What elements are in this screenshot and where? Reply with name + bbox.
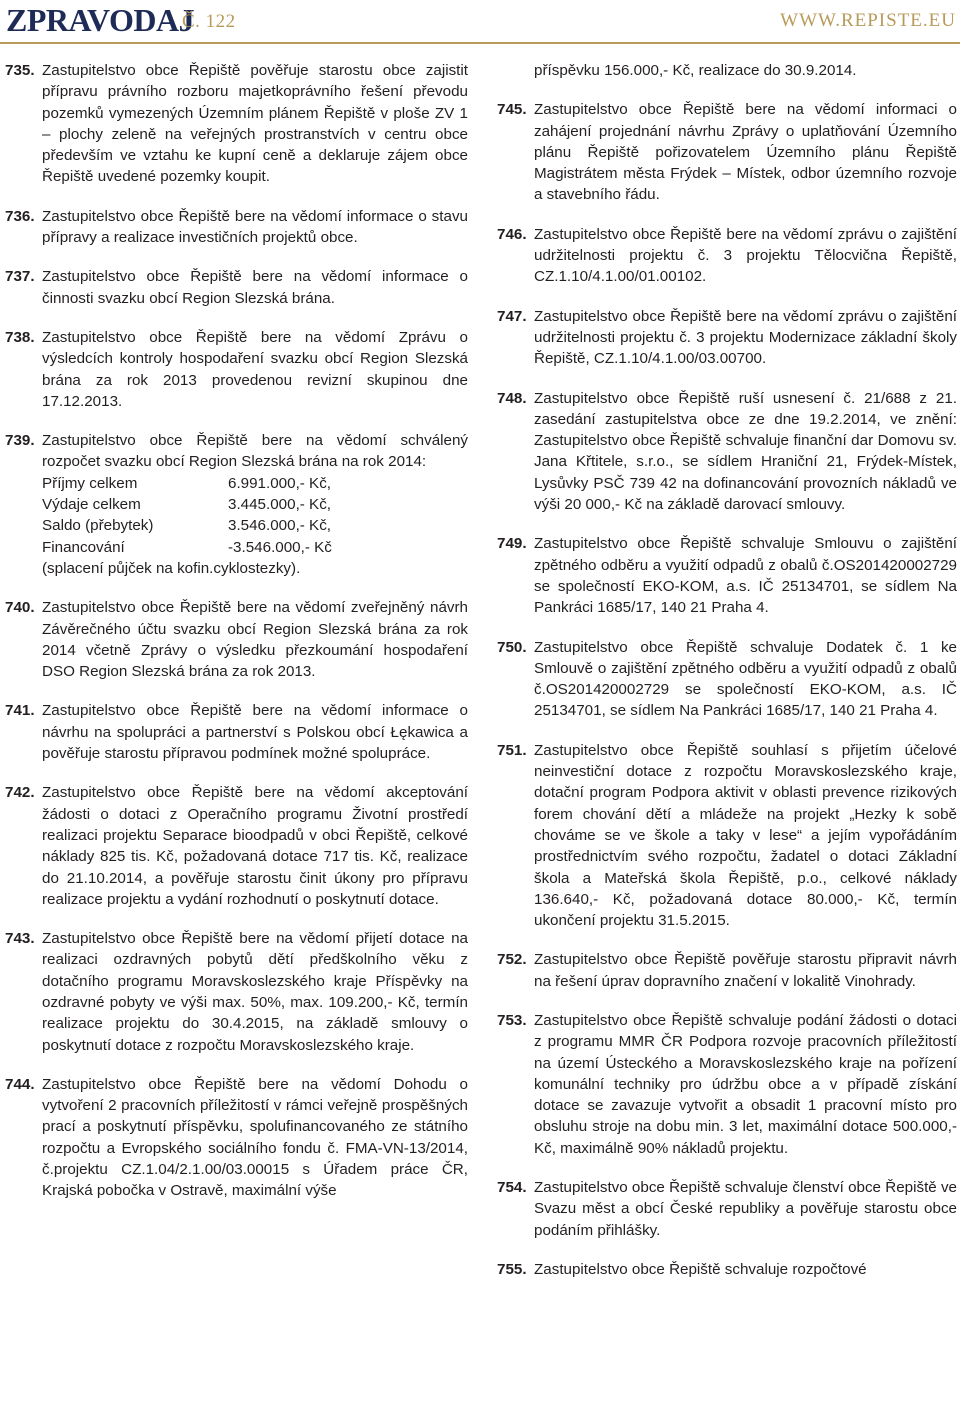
budget-label: Výdaje celkem: [42, 496, 141, 514]
resolution-item: [497, 949, 957, 992]
resolution-number: 755.: [497, 1260, 527, 1278]
resolution-text: Zastupitelstvo obce Řepiště schvaluje rozpočtové: [534, 1260, 867, 1278]
resolution-number: 742.: [5, 784, 35, 802]
resolution-item: [5, 327, 468, 412]
resolution-text: Zastupitelstvo obce Řepiště ruší usnesení č. 21/688 z 21. zasedání zastupitelstva obce ze dne 19.2.2014, ve znění: Zastupitelstvo obce Řepiště schvaluje finanční dar Domovu sv. Jana Křtitele, s.r.o., se sídlem Hraniční 21, Frýdek-Místek, Lysůvky PSČ 739 42 na dofinancování provozních nákladů ve výši 20 000,- Kč na základě darovací smlouvy.: [534, 389, 957, 514]
resolution-text: Zastupitelstvo obce Řepiště pověřuje starostu připravit návrh na řešení úprav dopravního značení v lokalitě Vinohrady.: [534, 951, 957, 990]
resolution-text: Zastupitelstvo obce Řepiště bere na vědomí schválený rozpočet svazku obcí Region Slezská brána na rok 2014:: [42, 432, 468, 471]
resolution-text-block: [534, 637, 957, 722]
resolution-text: Zastupitelstvo obce Řepiště schvaluje Smlouvu o zajištění zpětného odběru a využití odpadů z obalů č.OS201420002729 se společností EKO-KOM, a.s. IČ 25134701, se sídlem Na Pankráci 1685/17, 140 21 Praha 4.: [534, 535, 957, 617]
resolution-number: 736.: [5, 207, 35, 225]
resolution-number: 748.: [497, 389, 527, 407]
resolution-item: [497, 388, 957, 516]
resolution-text-block: [534, 224, 957, 288]
resolution-number: 750.: [497, 638, 527, 656]
resolution-number: 745.: [497, 101, 527, 119]
resolution-item: [497, 224, 957, 288]
budget-label: Saldo (přebytek): [42, 517, 154, 535]
resolution-item: [497, 1010, 957, 1159]
resolution-number: 749.: [497, 535, 527, 553]
left-column: [5, 60, 468, 1220]
resolution-item: [497, 637, 957, 722]
resolution-number: 746.: [497, 225, 527, 243]
resolution-text-block: [42, 782, 468, 910]
resolution-number: 743.: [5, 930, 35, 948]
resolution-item: [5, 266, 468, 309]
resolution-number: 744.: [5, 1075, 35, 1093]
budget-value: 3.445.000,- Kč,: [228, 496, 332, 514]
resolution-number: 738.: [5, 328, 35, 346]
resolution-item: [5, 1074, 468, 1202]
resolution-text: Zastupitelstvo obce Řepiště pověřuje starostu obce zajistit přípravu právního rozboru majetkoprávního řešení převodu pozemků vymezených Územním plánem Řepiště v ploše ZV 1 – plochy zeleně na veřejných prostranstvích v centru obce především ve vztahu ke kupní ceně a deklaruje zájem obce Řepiště uvedené pozemky koupit.: [42, 62, 468, 186]
budget-value: 3.546.000,- Kč,: [228, 517, 332, 535]
resolution-text-block: [534, 388, 957, 516]
resolution-item: [497, 1259, 957, 1280]
newsletter-logo: ZPRAVODAJ: [6, 2, 195, 38]
resolution-text: Zastupitelstvo obce Řepiště bere na vědomí akceptování žádosti o dotaci z Operačního programu Životní prostředí realizaci projektu Separace bioodpadů v obci Řepiště, celkové náklady 825 tis. Kč, požadovaná dotace 717 tis. Kč, realizace do 21.10.2014, a pověřuje starostu činit úkony pro přípravu realizace projektu a vydání rozhodnutí o poskytnutí dotace.: [42, 784, 468, 908]
resolution-text: Zastupitelstvo obce Řepiště bere na vědomí Dohodu o vytvoření 2 pracovních příležitostí v rámci veřejně prospěšných prací a poskytnutí příspěvku, spolufinancovaného ze státního rozpočtu a Evropského sociálního fondu č. FMA-VN-13/2014, č.projektu CZ.1.04/2.1.00/03.00015 s Úřadem práce ČR, Krajská pobočka v Ostravě, maximální výše: [42, 1075, 468, 1200]
resolution-text-block: [534, 306, 957, 370]
resolution-text-block: [534, 949, 957, 992]
resolution-text: Zastupitelstvo obce Řepiště bere na vědomí Zprávu o výsledcích kontroly hospodaření svazku obcí Region Slezská brána za rok 2013 provedenou revizní skupinou dne 17.12.2013.: [42, 328, 468, 410]
budget-table: [42, 473, 468, 558]
resolution-text-block: [534, 740, 957, 932]
resolution-item: [497, 1177, 957, 1241]
resolution-item: [5, 700, 468, 764]
resolution-text: Zastupitelstvo obce Řepiště bere na vědomí informace o činnosti svazku obcí Region Slezská brána.: [42, 268, 468, 307]
resolution-text: Zastupitelstvo obce Řepiště schvaluje podání žádosti o dotaci z programu MMR ČR Podpora rozvoje pracovních příležitostí na území Ústeckého a Moravskoslezského kraje na pořízení komunální techniky pro údržbu obce a v případě získání dotace se zavazuje vytvořit a obsadit 1 pracovní místo pro obsluhu stroje na dobu min. 3 let, maximální dotace 500.000,- Kč, maximálně 90% nákladů projektu.: [534, 1011, 957, 1157]
continuation-text: příspěvku 156.000,- Kč, realizace do 30.9.2014.: [534, 62, 857, 79]
resolution-text: Zastupitelstvo obce Řepiště bere na vědomí zprávu o zajištění udržitelnosti projektu č. 3 projektu Tělocvična Řepiště, CZ.1.10/4.1.00/01.00102.: [534, 225, 957, 286]
resolution-text-block: [42, 206, 468, 249]
website-link[interactable]: WWW.REPISTE.EU: [780, 10, 956, 31]
resolution-text: Zastupitelstvo obce Řepiště souhlasí s přijetím účelové neinvestiční dotace z rozpočtu Moravskoslezského kraje, dotační program Podpora aktivit v oblasti prevence rizikových forem chování dětí a mládeže na projekt „Hezky k sobě chováme se ve škole a taky v lese“ a jejím vypořádáním prostřednictvím svého rozpočtu, žadatel o dotaci Základní škola a Mateřská škola Řepiště, p.o., celkové náklady 136.640,- Kč, požadovaná dotace 80.000,- Kč, termín ukončení projektu 31.5.2015.: [534, 741, 957, 930]
resolution-text: Zastupitelstvo obce Řepiště bere na vědomí informaci o zahájení projednání návrhu Zprávy o uplatňování Územního plánu Řepiště pořizovatelem Územního plánu Řepiště Magistrátem města Frýdek – Místek, odbor územního rozvoje a stavebního řádu.: [534, 101, 957, 204]
resolution-text-block: [534, 1010, 957, 1159]
resolution-item: [5, 60, 468, 188]
resolution-item: [5, 430, 468, 579]
resolution-text: Zastupitelstvo obce Řepiště schvaluje Dodatek č. 1 ke Smlouvě o zajištění zpětného odběru a využití odpadů z obalů č.OS201420002729 se společností EKO-KOM, a.s. IČ 25134701, se sídlem Na Pankráci 1685/17, 140 21 Praha 4.: [534, 638, 957, 720]
resolution-text-block: [534, 1259, 957, 1280]
resolution-text-block: [42, 60, 468, 188]
resolution-number: 747.: [497, 307, 527, 325]
resolution-item: [497, 533, 957, 618]
budget-label: Příjmy celkem: [42, 474, 138, 492]
resolution-text-block: [42, 597, 468, 682]
resolution-item: [497, 740, 957, 932]
resolution-number: 737.: [5, 268, 35, 286]
budget-value: 6.991.000,- Kč,: [228, 474, 332, 492]
right-column: [497, 60, 957, 1298]
resolution-number: 735.: [5, 62, 35, 79]
resolution-text-block: [42, 700, 468, 764]
resolution-text: Zastupitelstvo obce Řepiště schvaluje členství obce Řepiště ve Svazu měst a obcí České republiky a pověřuje starostu obce podáním přihlášky.: [534, 1179, 957, 1239]
resolution-item: [5, 928, 468, 1056]
resolution-text-block: [534, 533, 957, 618]
resolution-item: [497, 306, 957, 370]
resolution-item: [5, 597, 468, 682]
resolution-text: Zastupitelstvo obce Řepiště bere na vědomí informace o stavu přípravy a realizace investičních projektů obce.: [42, 207, 468, 247]
budget-value: -3.546.000,- Kč: [228, 538, 332, 556]
budget-note: (splacení půjček na kofin.cyklostezky).: [42, 559, 301, 577]
resolution-number: 739.: [5, 432, 35, 450]
resolution-number: 753.: [497, 1011, 527, 1029]
resolution-text-block: [42, 266, 468, 309]
page-header: [0, 0, 960, 46]
issue-number: Č. 122: [182, 11, 236, 32]
resolution-text-block: [534, 99, 957, 205]
header-divider: [0, 42, 960, 44]
resolution-item: [497, 99, 957, 205]
resolution-text-block: [534, 1177, 957, 1241]
resolution-number: 751.: [497, 741, 527, 759]
resolution-text: Zastupitelstvo obce Řepiště bere na vědomí informace o návrhu na spolupráci a partnerství s Polskou obcí Łękawica a pověřuje starostu přípravou podmínek možné spolupráce.: [42, 702, 468, 763]
resolution-item: [5, 782, 468, 910]
resolution-text-block: [42, 430, 468, 579]
resolution-number: 752.: [497, 951, 527, 969]
resolution-number: 741.: [5, 702, 35, 720]
resolution-text: Zastupitelstvo obce Řepiště bere na vědomí zveřejněný návrh Závěrečného účtu svazku obcí Region Slezská brána za rok 2014 včetně Zprávy o výsledku přezkoumání hospodaření DSO Region Slezská brána za rok 2013.: [42, 599, 468, 681]
resolution-number: 740.: [5, 599, 35, 617]
resolution-item: [5, 206, 468, 249]
resolution-text-block: [42, 928, 468, 1056]
budget-label: Financování: [42, 538, 125, 556]
resolution-text: Zastupitelstvo obce Řepiště bere na vědomí zprávu o zajištění udržitelnosti projektu č. 3 projektu Modernizace základní školy Řepiště, CZ.1.10/4.1.00/03.00700.: [534, 307, 957, 368]
resolution-text: Zastupitelstvo obce Řepiště bere na vědomí přijetí dotace na realizaci ozdravných pobytů dětí předškolního věku z dotačního programu Moravskoslezského kraje Příspěvky na ozdravné pobyty ve výši max. 50%, max. 109.200,- Kč, termín realizace projektu do 30.4.2015, na základě smlouvy o poskytnutí dotace z rozpočtu Moravskoslezského kraje.: [42, 930, 468, 1054]
resolution-number: 754.: [497, 1179, 527, 1197]
resolution-text-block: [42, 327, 468, 412]
resolution-text-block: [42, 1074, 468, 1202]
